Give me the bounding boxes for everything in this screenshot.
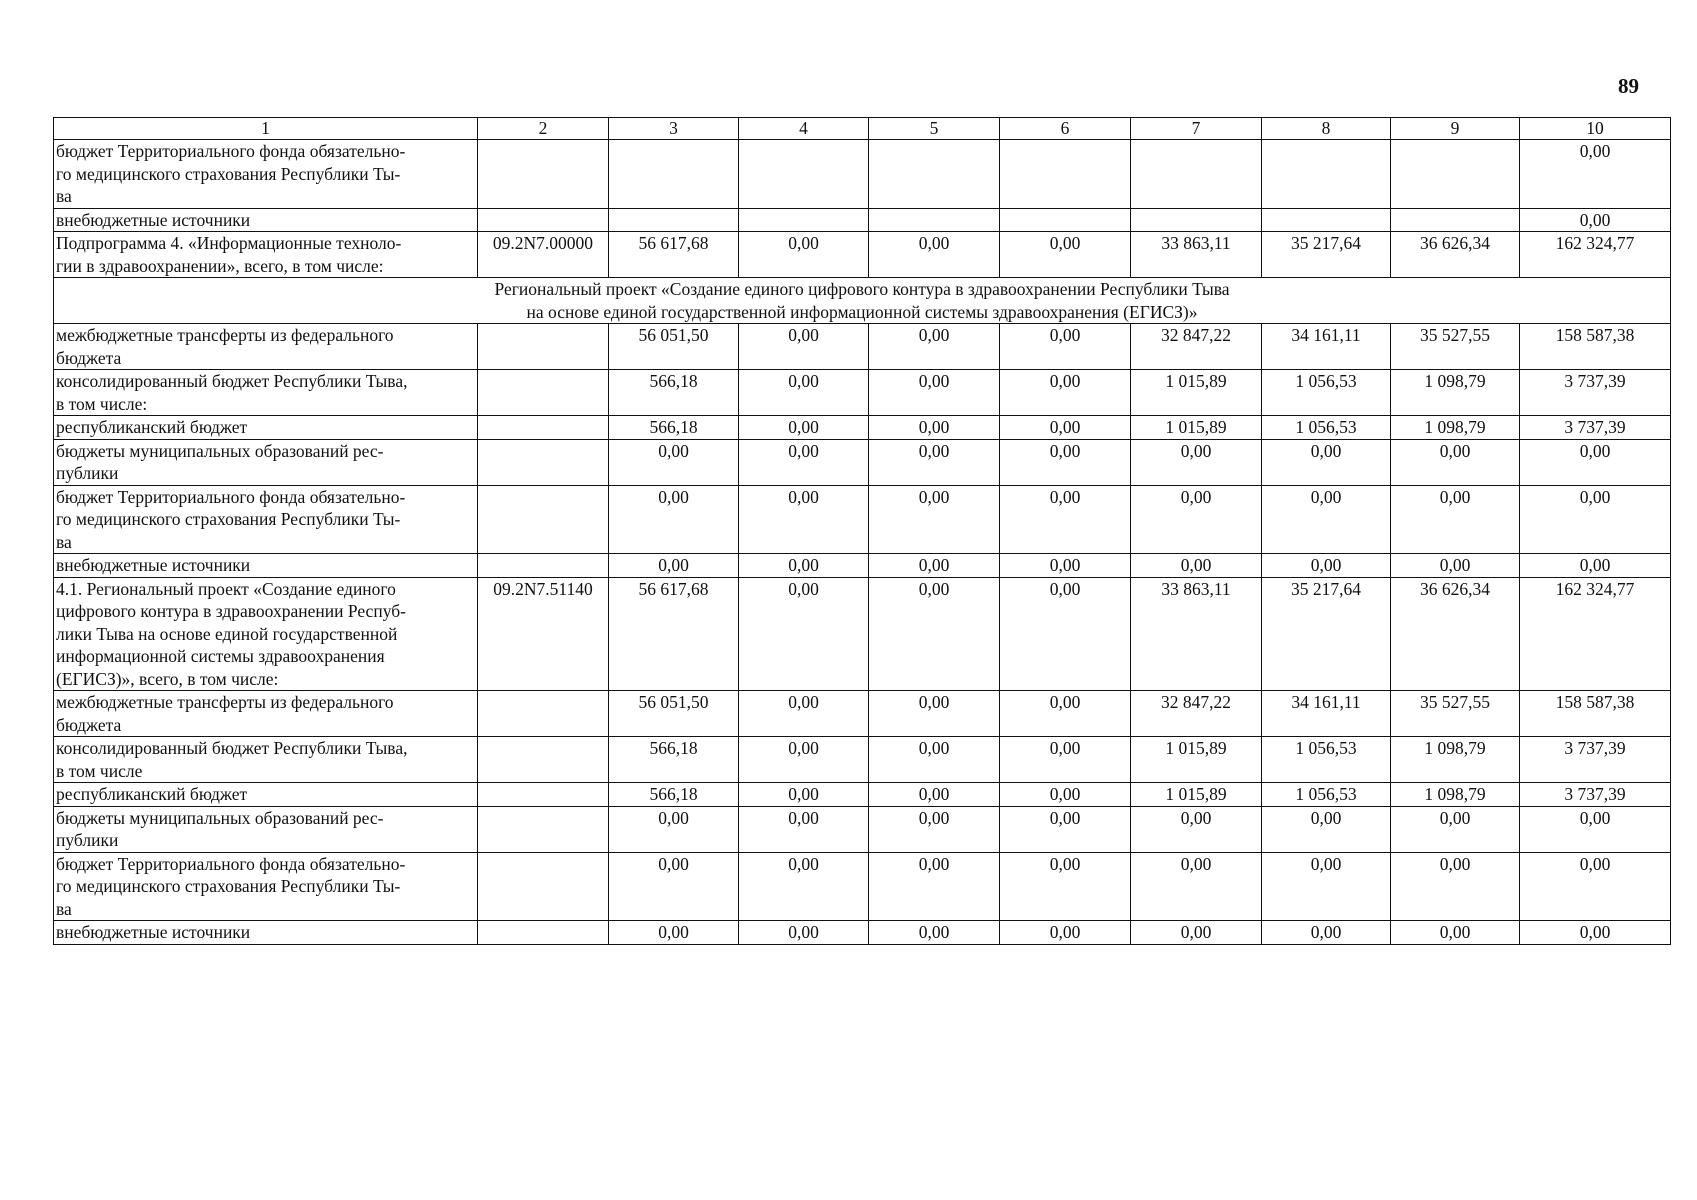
value-cell: 0,00 <box>739 439 869 485</box>
value-cell: 1 098,79 <box>1391 737 1520 783</box>
value-cell: 0,00 <box>869 554 1000 578</box>
value-cell: 3 737,39 <box>1520 737 1671 783</box>
section-row <box>54 278 1671 324</box>
value-cell: 34 161,11 <box>1262 324 1391 370</box>
row-label: республиканский бюджет <box>54 783 478 807</box>
value-cell: 0,00 <box>739 416 869 440</box>
row-label: бюджет Территориального фонда обязательно- го медицинского страхования Республики Ты- ва <box>54 852 478 921</box>
table-row <box>54 208 1671 232</box>
value-cell: 0,00 <box>1131 852 1262 921</box>
value-cell: 0,00 <box>739 232 869 278</box>
value-cell: 0,00 <box>869 485 1000 554</box>
value-cell: 0,00 <box>1262 852 1391 921</box>
value-cell: 34 161,11 <box>1262 691 1391 737</box>
value-cell <box>869 140 1000 209</box>
value-cell: 0,00 <box>739 783 869 807</box>
value-cell <box>739 208 869 232</box>
value-cell: 0,00 <box>869 324 1000 370</box>
value-cell: 1 015,89 <box>1131 737 1262 783</box>
value-cell: 0,00 <box>739 806 869 852</box>
table-row <box>54 554 1671 578</box>
value-cell: 0,00 <box>739 921 869 945</box>
value-cell <box>1131 208 1262 232</box>
value-cell: 0,00 <box>739 370 869 416</box>
value-cell: 0,00 <box>1520 208 1671 232</box>
value-cell <box>1000 140 1131 209</box>
table-row <box>54 140 1671 209</box>
value-cell: 0,00 <box>739 554 869 578</box>
value-cell: 56 051,50 <box>609 691 739 737</box>
row-label: межбюджетные трансферты из федерального бюджета <box>54 324 478 370</box>
value-cell: 0,00 <box>609 554 739 578</box>
table-row <box>54 232 1671 278</box>
value-cell: 0,00 <box>1131 439 1262 485</box>
row-label: бюджеты муниципальных образований рес- публики <box>54 439 478 485</box>
row-label: межбюджетные трансферты из федерального бюджета <box>54 691 478 737</box>
value-cell: 0,00 <box>1000 783 1131 807</box>
value-cell: 0,00 <box>1520 554 1671 578</box>
row-label: внебюджетные источники <box>54 208 478 232</box>
value-cell <box>609 208 739 232</box>
row-code <box>478 140 609 209</box>
value-cell: 0,00 <box>1262 921 1391 945</box>
value-cell <box>1391 140 1520 209</box>
value-cell: 0,00 <box>1000 921 1131 945</box>
row-code <box>478 783 609 807</box>
row-code: 09.2N7.00000 <box>478 232 609 278</box>
value-cell: 0,00 <box>609 852 739 921</box>
row-code <box>478 921 609 945</box>
value-cell: 0,00 <box>869 691 1000 737</box>
table-row <box>54 691 1671 737</box>
header-cell: 5 <box>869 118 1000 140</box>
value-cell: 0,00 <box>609 806 739 852</box>
value-cell: 1 015,89 <box>1131 370 1262 416</box>
value-cell: 0,00 <box>1000 577 1131 691</box>
table-row <box>54 737 1671 783</box>
value-cell: 0,00 <box>1520 140 1671 209</box>
row-label: консолидированный бюджет Республики Тыва, в том числе: <box>54 370 478 416</box>
value-cell: 158 587,38 <box>1520 324 1671 370</box>
value-cell: 0,00 <box>869 783 1000 807</box>
table-row <box>54 577 1671 691</box>
value-cell: 0,00 <box>1000 370 1131 416</box>
value-cell: 0,00 <box>739 324 869 370</box>
value-cell: 0,00 <box>1000 416 1131 440</box>
value-cell: 0,00 <box>1000 852 1131 921</box>
value-cell: 35 217,64 <box>1262 577 1391 691</box>
value-cell: 35 527,55 <box>1391 691 1520 737</box>
value-cell: 162 324,77 <box>1520 577 1671 691</box>
value-cell <box>869 208 1000 232</box>
value-cell: 32 847,22 <box>1131 691 1262 737</box>
row-code: 09.2N7.51140 <box>478 577 609 691</box>
value-cell: 1 056,53 <box>1262 737 1391 783</box>
value-cell <box>1262 208 1391 232</box>
value-cell: 0,00 <box>1000 324 1131 370</box>
header-cell: 4 <box>739 118 869 140</box>
value-cell: 1 056,53 <box>1262 783 1391 807</box>
value-cell: 1 056,53 <box>1262 370 1391 416</box>
row-label: Подпрограмма 4. «Информационные техноло- гии в здравоохранении», всего, в том числе: <box>54 232 478 278</box>
value-cell: 158 587,38 <box>1520 691 1671 737</box>
value-cell: 35 527,55 <box>1391 324 1520 370</box>
value-cell: 0,00 <box>1262 485 1391 554</box>
section-title: Региональный проект «Создание единого цифрового контура в здравоохранении Республики Тыва на основе единой государственной информационной системы здравоохранения (ЕГИСЗ)» <box>54 278 1671 324</box>
value-cell: 56 051,50 <box>609 324 739 370</box>
value-cell: 0,00 <box>1520 439 1671 485</box>
value-cell: 0,00 <box>1000 439 1131 485</box>
value-cell: 0,00 <box>869 852 1000 921</box>
header-cell: 9 <box>1391 118 1520 140</box>
value-cell: 0,00 <box>1520 921 1671 945</box>
value-cell: 0,00 <box>1520 852 1671 921</box>
value-cell: 0,00 <box>1520 485 1671 554</box>
value-cell: 1 015,89 <box>1131 416 1262 440</box>
row-code <box>478 208 609 232</box>
value-cell: 56 617,68 <box>609 577 739 691</box>
table-body <box>54 118 1671 945</box>
value-cell: 0,00 <box>1000 691 1131 737</box>
row-label: внебюджетные источники <box>54 921 478 945</box>
row-label: 4.1. Региональный проект «Создание единого цифрового контура в здравоохранении Респуб- лики Тыва на основе единой государственной информационной системы здравоохранения (ЕГИСЗ)», всего, в том числе: <box>54 577 478 691</box>
value-cell: 0,00 <box>609 439 739 485</box>
value-cell: 1 015,89 <box>1131 783 1262 807</box>
row-code <box>478 737 609 783</box>
value-cell: 0,00 <box>869 577 1000 691</box>
value-cell: 1 056,53 <box>1262 416 1391 440</box>
value-cell: 0,00 <box>1391 439 1520 485</box>
value-cell <box>609 140 739 209</box>
value-cell: 0,00 <box>739 852 869 921</box>
value-cell: 0,00 <box>869 806 1000 852</box>
header-cell: 10 <box>1520 118 1671 140</box>
value-cell: 0,00 <box>1391 852 1520 921</box>
row-code <box>478 691 609 737</box>
value-cell: 0,00 <box>1000 232 1131 278</box>
value-cell <box>739 140 869 209</box>
table-row <box>54 806 1671 852</box>
value-cell: 35 217,64 <box>1262 232 1391 278</box>
value-cell: 0,00 <box>1391 554 1520 578</box>
value-cell: 0,00 <box>609 485 739 554</box>
value-cell: 32 847,22 <box>1131 324 1262 370</box>
header-cell: 8 <box>1262 118 1391 140</box>
header-cell: 1 <box>54 118 478 140</box>
table-row <box>54 416 1671 440</box>
header-cell: 6 <box>1000 118 1131 140</box>
row-code <box>478 485 609 554</box>
row-label: бюджет Территориального фонда обязательно- го медицинского страхования Республики Ты- ва <box>54 140 478 209</box>
value-cell: 0,00 <box>1000 737 1131 783</box>
value-cell: 0,00 <box>869 439 1000 485</box>
value-cell: 1 098,79 <box>1391 783 1520 807</box>
value-cell: 0,00 <box>1391 485 1520 554</box>
row-code <box>478 416 609 440</box>
value-cell: 0,00 <box>1000 806 1131 852</box>
value-cell: 36 626,34 <box>1391 577 1520 691</box>
value-cell: 0,00 <box>1131 921 1262 945</box>
value-cell: 566,18 <box>609 737 739 783</box>
value-cell: 0,00 <box>869 232 1000 278</box>
header-cell: 2 <box>478 118 609 140</box>
value-cell <box>1391 208 1520 232</box>
table-row <box>54 852 1671 921</box>
value-cell <box>1262 140 1391 209</box>
value-cell: 33 863,11 <box>1131 577 1262 691</box>
value-cell: 566,18 <box>609 416 739 440</box>
value-cell: 3 737,39 <box>1520 783 1671 807</box>
value-cell: 566,18 <box>609 783 739 807</box>
table-row <box>54 485 1671 554</box>
budget-table <box>53 117 1671 945</box>
value-cell: 0,00 <box>1000 554 1131 578</box>
row-code <box>478 324 609 370</box>
value-cell: 0,00 <box>869 921 1000 945</box>
value-cell: 0,00 <box>1520 806 1671 852</box>
page-number: 89 <box>1618 74 1639 98</box>
value-cell: 36 626,34 <box>1391 232 1520 278</box>
row-code <box>478 806 609 852</box>
value-cell: 0,00 <box>609 921 739 945</box>
value-cell: 566,18 <box>609 370 739 416</box>
value-cell: 0,00 <box>739 691 869 737</box>
value-cell: 0,00 <box>1262 806 1391 852</box>
value-cell: 56 617,68 <box>609 232 739 278</box>
value-cell: 162 324,77 <box>1520 232 1671 278</box>
value-cell: 3 737,39 <box>1520 370 1671 416</box>
value-cell <box>1131 140 1262 209</box>
row-label: бюджеты муниципальных образований рес- публики <box>54 806 478 852</box>
value-cell: 0,00 <box>869 737 1000 783</box>
value-cell: 0,00 <box>869 370 1000 416</box>
row-code <box>478 439 609 485</box>
header-cell: 7 <box>1131 118 1262 140</box>
value-cell <box>1000 208 1131 232</box>
row-code <box>478 370 609 416</box>
value-cell: 0,00 <box>1391 921 1520 945</box>
table-row <box>54 324 1671 370</box>
value-cell: 0,00 <box>739 485 869 554</box>
table-row <box>54 439 1671 485</box>
table-row <box>54 370 1671 416</box>
value-cell: 0,00 <box>739 737 869 783</box>
value-cell: 1 098,79 <box>1391 416 1520 440</box>
value-cell: 0,00 <box>1131 485 1262 554</box>
value-cell: 0,00 <box>1131 554 1262 578</box>
value-cell: 0,00 <box>1391 806 1520 852</box>
value-cell: 0,00 <box>739 577 869 691</box>
value-cell: 3 737,39 <box>1520 416 1671 440</box>
value-cell: 0,00 <box>1262 439 1391 485</box>
row-code <box>478 852 609 921</box>
row-label: бюджет Территориального фонда обязательно- го медицинского страхования Республики Ты- ва <box>54 485 478 554</box>
value-cell: 0,00 <box>1262 554 1391 578</box>
header-cell: 3 <box>609 118 739 140</box>
value-cell: 0,00 <box>1131 806 1262 852</box>
table-row <box>54 783 1671 807</box>
value-cell: 0,00 <box>869 416 1000 440</box>
table-row <box>54 921 1671 945</box>
row-label: внебюджетные источники <box>54 554 478 578</box>
value-cell: 1 098,79 <box>1391 370 1520 416</box>
value-cell: 0,00 <box>1000 485 1131 554</box>
value-cell: 33 863,11 <box>1131 232 1262 278</box>
header-row <box>54 118 1671 140</box>
row-label: консолидированный бюджет Республики Тыва, в том числе <box>54 737 478 783</box>
row-code <box>478 554 609 578</box>
row-label: республиканский бюджет <box>54 416 478 440</box>
